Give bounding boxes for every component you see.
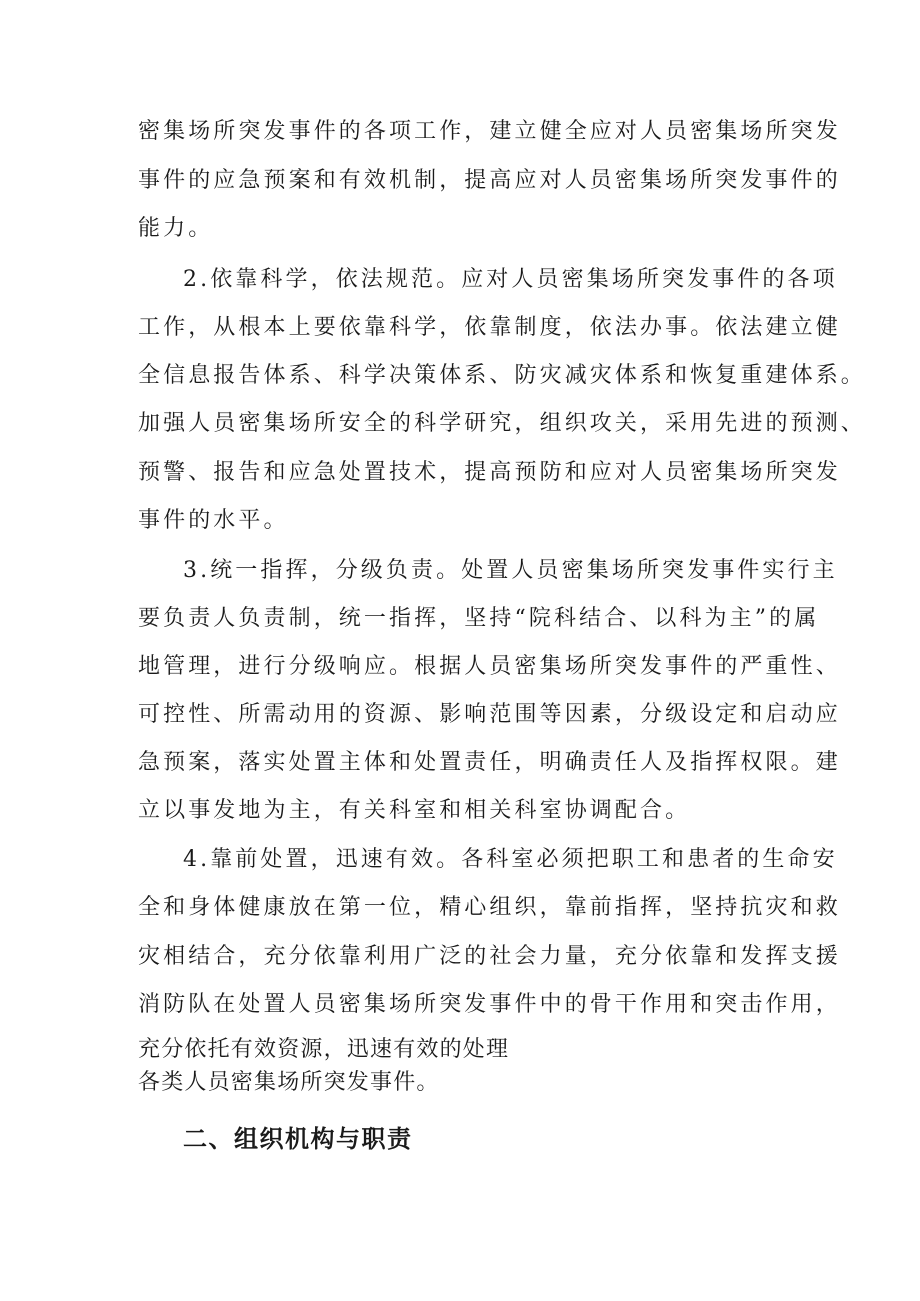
- section-heading: 二、组织机构与职责: [183, 1125, 413, 1153]
- paragraph-4-line-2: 全和身体健康放在第一位，精心组织，靠前指挥，坚持抗灾和救: [138, 895, 841, 920]
- paragraph-1-line-3: 能力。: [138, 216, 214, 241]
- paragraph-2-line-2: 工作，从根本上要依靠科学，依靠制度，依法办事。依法建立健: [138, 315, 841, 340]
- paragraph-4-line-3: 灾相结合，充分依靠利用广泛的社会力量，充分依靠和发挥支援: [138, 944, 841, 969]
- paragraph-4-line-5: 充分依托有效资源，迅速有效的处理: [138, 1037, 510, 1062]
- paragraph-2-line-5: 预警、报告和应急处置技术，提高预防和应对人员密集场所突发: [138, 460, 841, 485]
- paragraph-1-line-2: 事件的应急预案和有效机制，提高应对人员密集场所突发事件的: [138, 168, 841, 193]
- paragraph-3-line-6: 立以事发地为主，有关科室和相关科室协调配合。: [138, 798, 691, 823]
- paragraph-3-line-3: 地管理，进行分级响应。根据人员密集场所突发事件的严重性、: [138, 654, 841, 679]
- paragraph-4-line-4: 消防队在处置人员密集场所突发事件中的骨干作用和突击作用，: [138, 992, 841, 1017]
- paragraph-4-line-6: 各类人员密集场所突发事件。: [138, 1070, 440, 1095]
- paragraph-2-line-4: 加强人员密集场所安全的科学研究，组织攻关，采用先进的预测、: [138, 411, 866, 436]
- paragraph-1-line-1: 密集场所突发事件的各项工作，建立健全应对人员密集场所突发: [138, 119, 841, 144]
- paragraph-2-line-1: 2.依靠科学，依法规范。应对人员密集场所突发事件的各项: [183, 267, 838, 292]
- paragraph-2-line-6: 事件的水平。: [138, 508, 289, 533]
- paragraph-4-line-1: 4.靠前处置，迅速有效。各科室必须把职工和患者的生命安: [183, 847, 838, 872]
- paragraph-3-line-4: 可控性、所需动用的资源、影响范围等因素，分级设定和启动应: [138, 702, 841, 727]
- paragraph-3-line-5: 急预案，落实处置主体和处置责任，明确责任人及指挥权限。建: [138, 750, 841, 775]
- paragraph-2-line-3: 全信息报告体系、科学决策体系、防灾减灾体系和恢复重建体系。: [138, 363, 866, 388]
- paragraph-3-line-1: 3.统一指挥，分级负责。处置人员密集场所突发事件实行主: [183, 558, 838, 583]
- paragraph-3-line-2: 要负责人负责制，统一指挥，坚持“院科结合、以科为主”的属: [138, 606, 820, 631]
